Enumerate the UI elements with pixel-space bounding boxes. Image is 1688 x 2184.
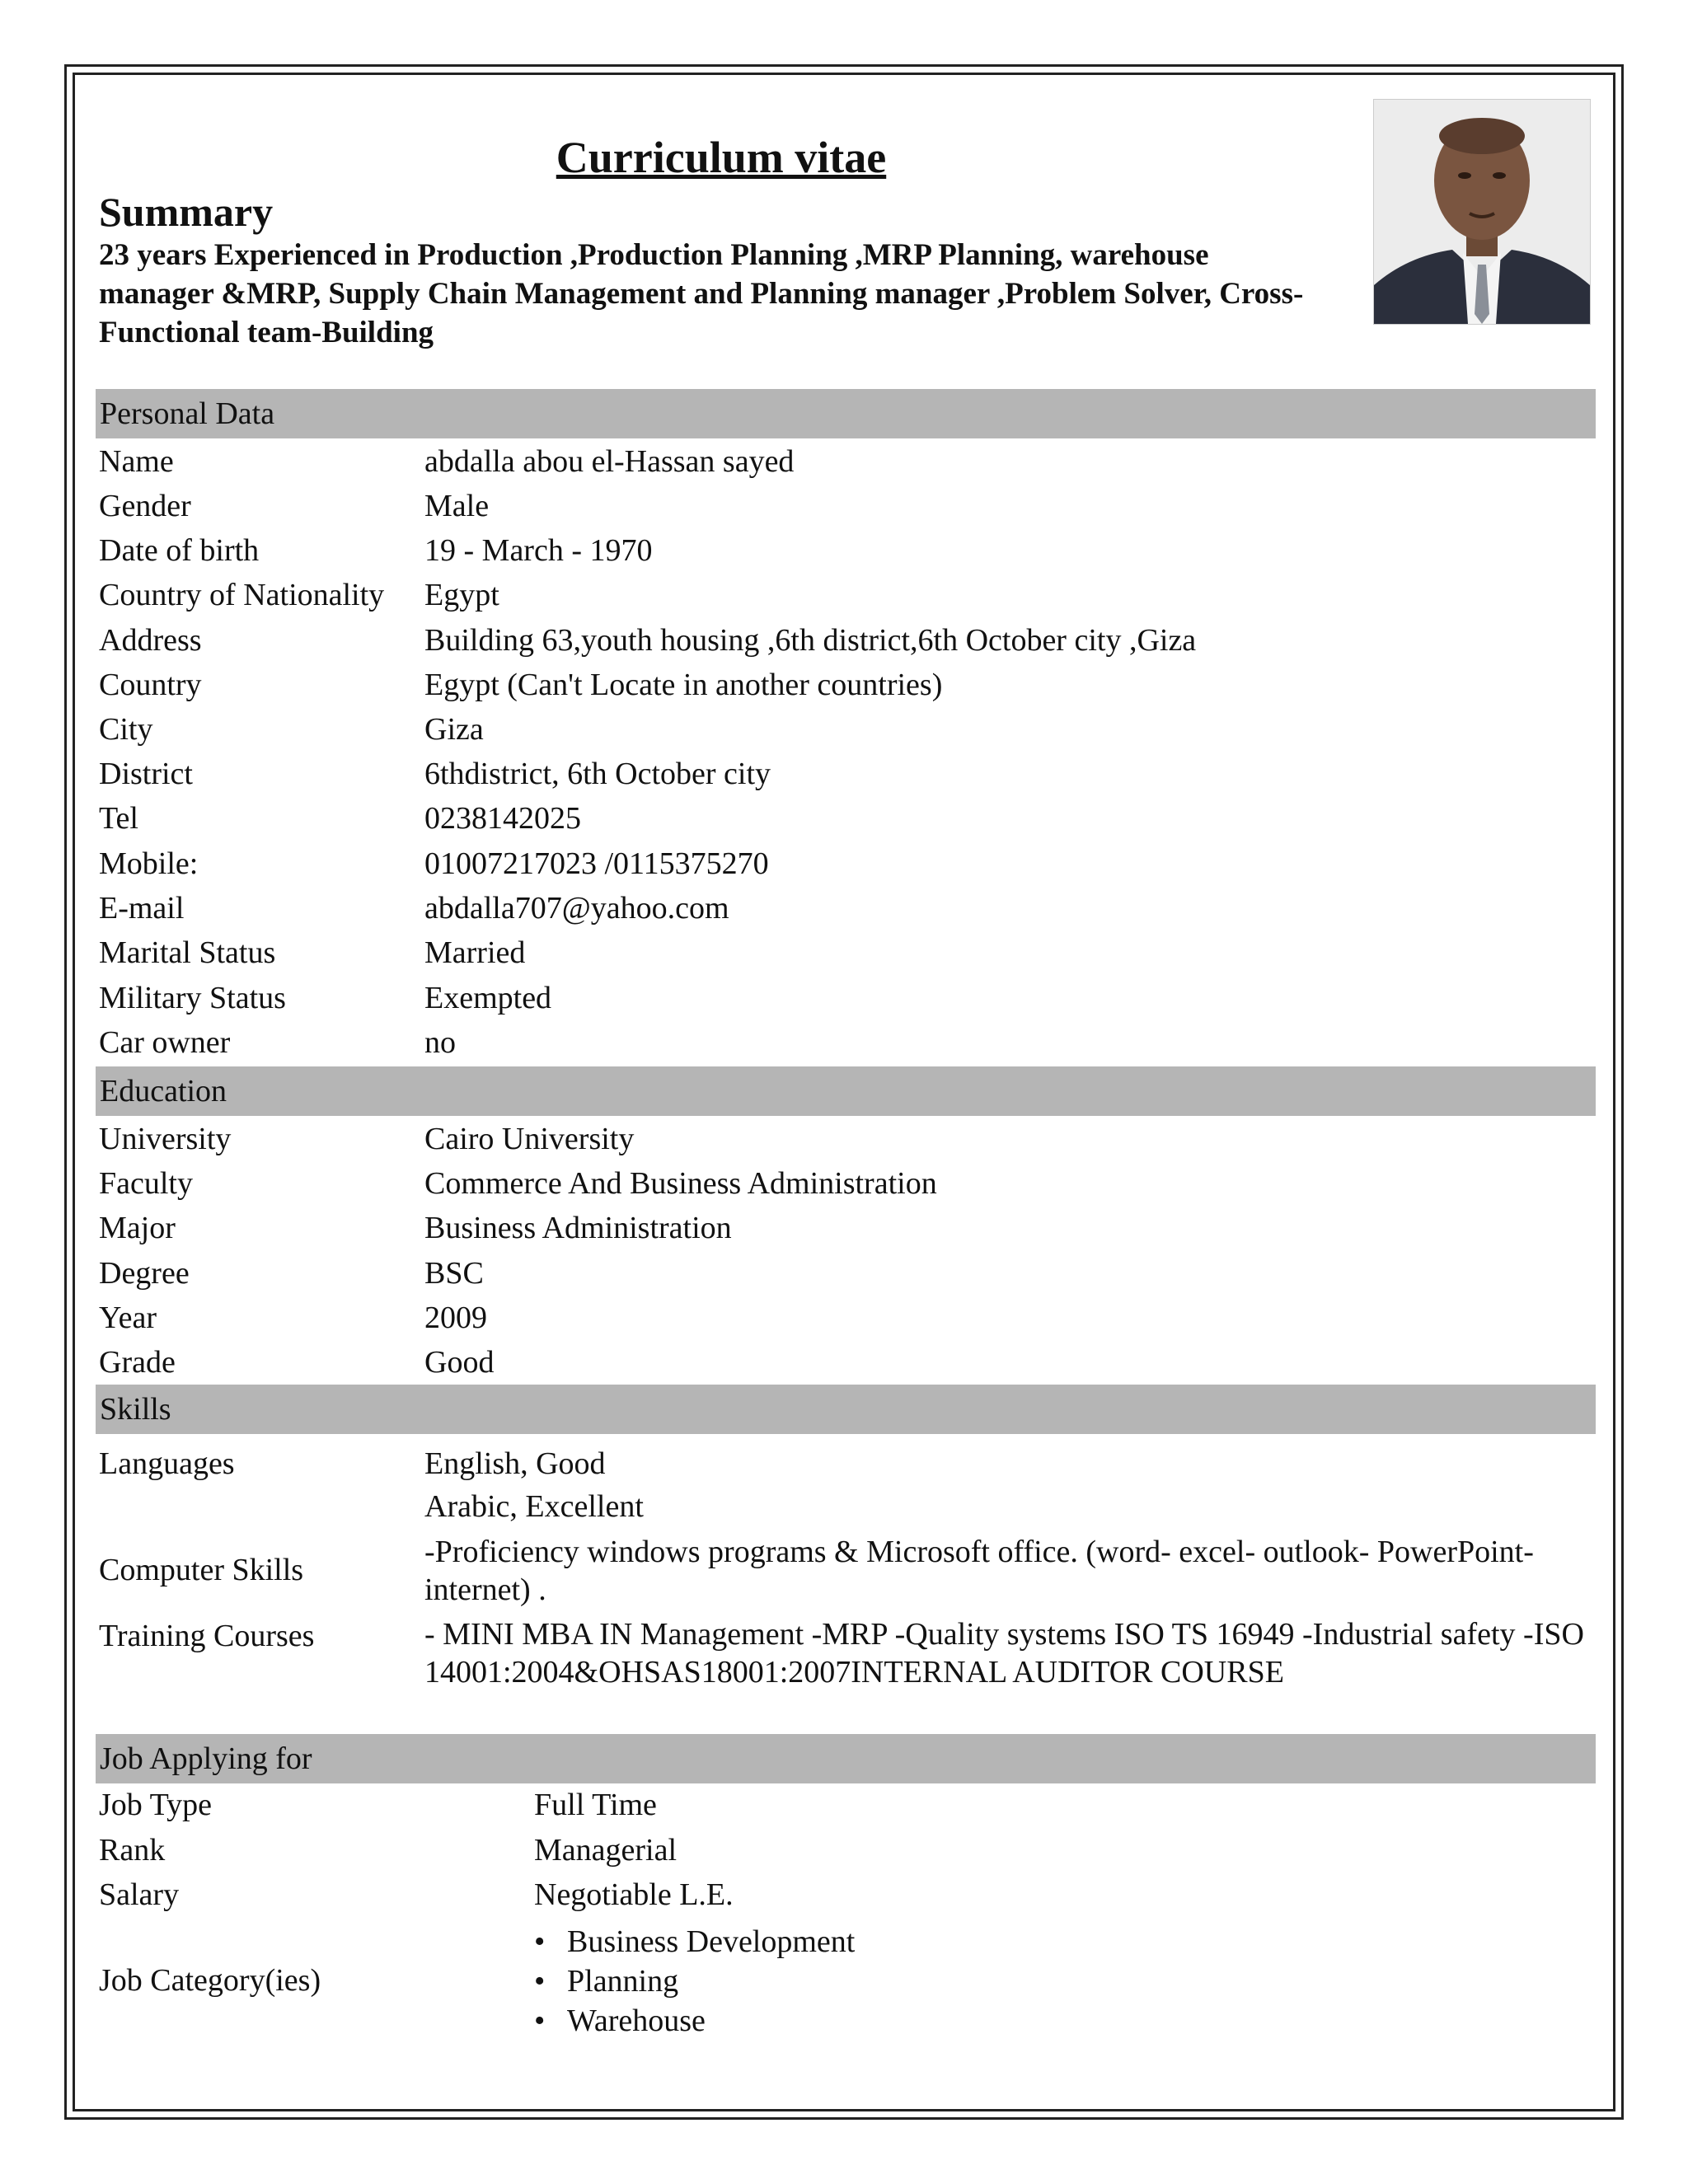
value-language-english: English, Good xyxy=(424,1446,606,1481)
value-computer-skills: -Proficiency windows programs & Microsoft office. (word- excel- outlook- PowerPoint- internet) . xyxy=(424,1535,1534,1607)
category-warehouse: Warehouse xyxy=(567,2004,706,2038)
label-faculty: Faculty xyxy=(99,1166,193,1201)
value-gender: Male xyxy=(424,489,490,523)
label-date-of-birth: Date of birth xyxy=(99,533,260,568)
value-military-status: Exempted xyxy=(424,981,552,1015)
label-military-status: Military Status xyxy=(99,981,286,1015)
label-tel: Tel xyxy=(99,801,138,836)
value-salary: Negotiable L.E. xyxy=(534,1877,734,1912)
label-year: Year xyxy=(99,1301,157,1335)
profile-photo xyxy=(1373,99,1591,325)
label-university: University xyxy=(99,1122,232,1156)
label-nationality: Country of Nationality xyxy=(99,578,385,612)
value-grade: Good xyxy=(424,1345,495,1380)
label-car-owner: Car owner xyxy=(99,1025,231,1060)
value-mobile: 01007217023 /0115375270 xyxy=(424,846,769,881)
summary-text: 23 years Experienced in Production ,Production Planning ,MRP Planning, warehouse manager &MRP, Supply Chain Management and Planning manager ,Problem Solver, Cross-Functional team-Building xyxy=(99,238,1304,349)
label-computer-skills: Computer Skills xyxy=(99,1553,304,1587)
value-address: Building 63,youth housing ,6th district,6th October city ,Giza xyxy=(424,623,1197,658)
value-year: 2009 xyxy=(424,1301,487,1335)
category-business-development: Business Development xyxy=(567,1924,856,1959)
value-tel: 0238142025 xyxy=(424,801,581,836)
list-item xyxy=(534,1922,855,1961)
label-training-courses: Training Courses xyxy=(99,1619,315,1653)
value-nationality: Egypt xyxy=(424,578,499,612)
value-training-courses: - MINI MBA IN Management -MRP -Quality systems ISO TS 16949 -Industrial safety -ISO 14001:2004&OHSAS18001:2007INTERNAL AUDITOR COURSE xyxy=(424,1617,1584,1690)
value-major: Business Administration xyxy=(424,1211,732,1245)
value-job-type: Full Time xyxy=(534,1788,657,1822)
label-job-type: Job Type xyxy=(99,1788,213,1822)
value-email: abdalla707@yahoo.com xyxy=(424,891,729,926)
value-faculty: Commerce And Business Administration xyxy=(424,1166,937,1201)
value-language-arabic: Arabic, Excellent xyxy=(424,1489,644,1524)
bullet-icon: • xyxy=(534,1964,546,1999)
list-item xyxy=(534,1961,678,2001)
value-city: Giza xyxy=(424,712,484,747)
label-marital-status: Marital Status xyxy=(99,935,276,970)
section-education: Education xyxy=(96,1066,1596,1116)
bullet-icon: • xyxy=(534,2004,546,2038)
label-grade: Grade xyxy=(99,1345,176,1380)
label-address: Address xyxy=(99,623,202,658)
label-rank: Rank xyxy=(99,1833,166,1868)
label-city: City xyxy=(99,712,153,747)
label-country: Country xyxy=(99,668,202,702)
value-name: abdalla abou el-Hassan sayed xyxy=(424,444,795,479)
section-skills: Skills xyxy=(96,1385,1596,1434)
label-major: Major xyxy=(99,1211,176,1245)
value-marital-status: Married xyxy=(424,935,526,970)
section-job-applying: Job Applying for xyxy=(96,1734,1596,1783)
category-planning: Planning xyxy=(567,1964,679,1999)
label-degree: Degree xyxy=(99,1256,190,1291)
label-salary: Salary xyxy=(99,1877,180,1912)
label-job-categories: Job Category(ies) xyxy=(99,1963,321,1998)
value-date-of-birth: 19 - March - 1970 xyxy=(424,533,653,568)
value-university: Cairo University xyxy=(424,1122,635,1156)
label-district: District xyxy=(99,757,193,791)
bullet-icon: • xyxy=(534,1924,546,1959)
label-name: Name xyxy=(99,444,174,479)
value-degree: BSC xyxy=(424,1256,484,1291)
value-rank: Managerial xyxy=(534,1833,678,1868)
document-title: Curriculum vitae xyxy=(556,133,887,182)
section-personal-data: Personal Data xyxy=(96,389,1596,438)
summary-heading: Summary xyxy=(99,189,274,235)
label-email: E-mail xyxy=(99,891,185,926)
value-district: 6thdistrict, 6th October city xyxy=(424,757,771,791)
value-car-owner: no xyxy=(424,1025,456,1060)
label-mobile: Mobile: xyxy=(99,846,199,881)
list-item xyxy=(534,2001,706,2041)
label-languages: Languages xyxy=(99,1446,235,1481)
label-gender: Gender xyxy=(99,489,191,523)
value-country: Egypt (Can't Locate in another countries) xyxy=(424,668,943,702)
